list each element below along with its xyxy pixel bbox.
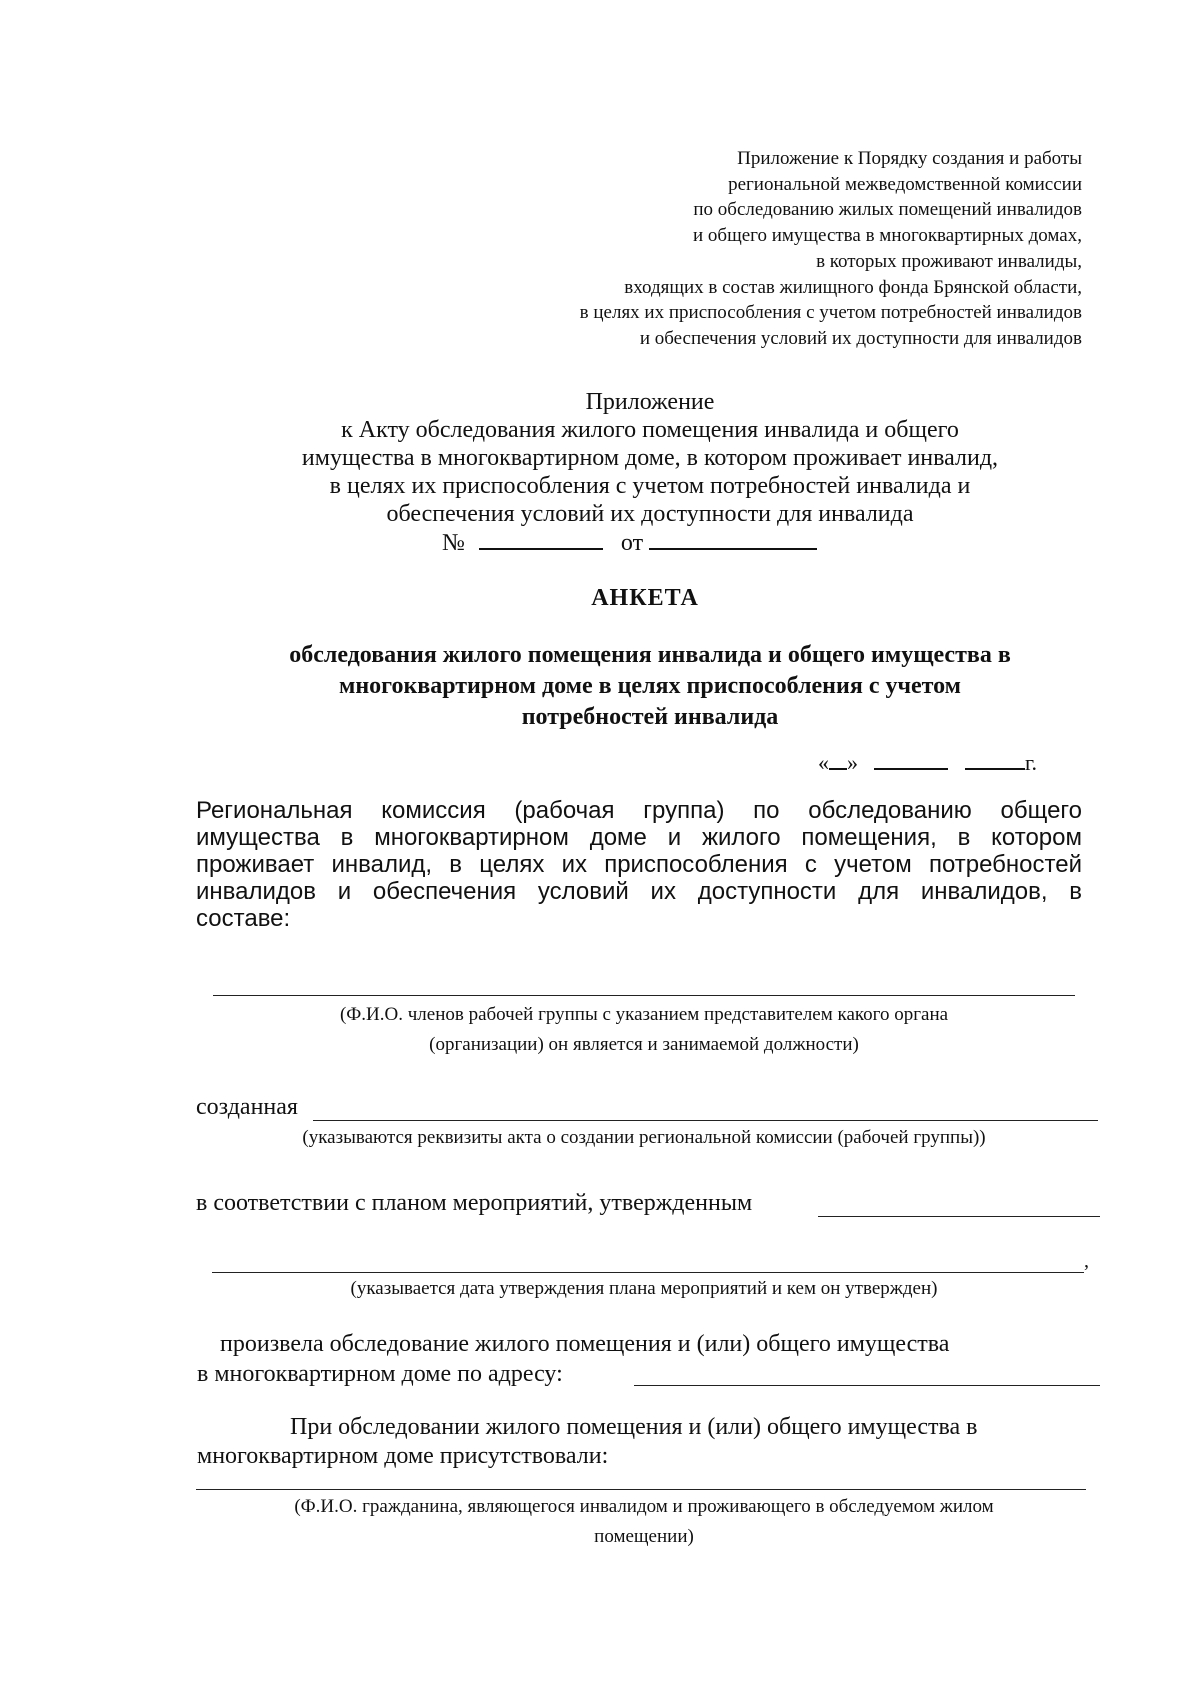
address-field-line[interactable] (634, 1385, 1100, 1386)
close-quote: » (847, 750, 858, 775)
members-field-line[interactable] (213, 995, 1075, 996)
header-line: в которых проживают инвалиды, (816, 250, 1082, 272)
plan-caption: (указывается дата утверждения плана мероприятий и кем он утвержден) (350, 1278, 938, 1299)
appendix-line: имущества в многоквартирном доме, в котором проживает инвалид, (301, 445, 999, 471)
header-line: и общего имущества в многоквартирных домах, (693, 225, 1082, 247)
plan-field-line[interactable] (818, 1216, 1100, 1217)
header-line: в целях их приспособления с учетом потребностей инвалидов (579, 302, 1082, 324)
plan-field-line-2[interactable] (212, 1272, 1084, 1273)
subtitle-line: потребностей инвалида (521, 704, 779, 730)
year-suffix: г. (1025, 750, 1038, 775)
appendix-line: в целях их приспособления с учетом потребностей инвалида и (329, 473, 971, 499)
created-caption: (указываются реквизиты акта о создании региональной комиссии (рабочей группы)) (302, 1127, 986, 1148)
caption-line: (организации) он является и занимаемой должности) (429, 1034, 859, 1055)
header-line: региональной межведомственной комиссии (728, 173, 1082, 195)
survey-line-2: в многоквартирном доме по адресу: (197, 1361, 563, 1387)
created-label: созданная (196, 1094, 298, 1120)
header-block (362, 146, 1082, 352)
month-field[interactable] (874, 750, 948, 770)
questionnaire-date-line (818, 750, 1037, 776)
commission-paragraph (196, 797, 1082, 932)
year-field[interactable] (965, 750, 1025, 770)
presence-line-1: При обследовании жилого помещения и (или) общего имущества в (290, 1414, 978, 1440)
citizen-field-line[interactable] (196, 1489, 1086, 1490)
header-line: Приложение к Порядку создания и работы (737, 148, 1082, 169)
appendix-line: обеспечения условий их доступности для инвалида (386, 501, 914, 527)
open-quote: « (818, 750, 829, 775)
appendix-block (250, 388, 1050, 528)
document-subtitle (200, 640, 1100, 733)
day-field[interactable] (829, 750, 847, 770)
subtitle-line: многоквартирном доме в целях приспособления с учетом (338, 673, 962, 699)
survey-line-1: произвела обследование жилого помещения и (или) общего имущества (220, 1331, 950, 1357)
caption-line: (Ф.И.О. членов рабочей группы с указанием представителем какого органа (339, 1004, 949, 1025)
appendix-line: к Акту обследования жилого помещения инвалида и общего (341, 417, 959, 443)
act-number-line (442, 528, 817, 557)
paragraph-line: имущества в многоквартирном доме и жилого помещения, в котором (196, 824, 1082, 851)
paragraph-line: проживает инвалид, в целях их приспособления с учетом потребностей (196, 851, 1082, 878)
header-line: и обеспечения условий их доступности для инвалидов (639, 327, 1082, 349)
paragraph-line: инвалидов и обеспечения условий их доступности для инвалидов, в (196, 878, 1082, 905)
members-caption (200, 1000, 1088, 1060)
caption-line: (Ф.И.О. гражданина, являющегося инвалидом и проживающего в обследуемом жилом (294, 1496, 994, 1517)
header-line: по обследованию жилых помещений инвалидов (693, 199, 1082, 221)
created-field-line[interactable] (313, 1120, 1098, 1121)
citizen-caption (200, 1492, 1088, 1552)
paragraph-line: Региональная комиссия (рабочая группа) по обследованию общего (196, 797, 1082, 824)
paragraph-line: составе: (196, 905, 291, 932)
plan-comma: , (1084, 1250, 1089, 1272)
appendix-line: Приложение (585, 389, 715, 415)
subtitle-line: обследования жилого помещения инвалида и общего имущества в (289, 642, 1011, 668)
act-date-field[interactable] (649, 528, 817, 550)
document-title: АНКЕТА (591, 585, 699, 611)
caption-line: помещении) (594, 1526, 694, 1547)
from-label: от (620, 530, 644, 556)
number-label: № (442, 530, 465, 556)
presence-line-2: многоквартирном доме присутствовали: (197, 1443, 609, 1469)
header-line: входящих в состав жилищного фонда Брянской области, (624, 276, 1082, 298)
act-number-field[interactable] (479, 528, 603, 550)
plan-label: в соответствии с планом мероприятий, утвержденным (196, 1190, 753, 1216)
